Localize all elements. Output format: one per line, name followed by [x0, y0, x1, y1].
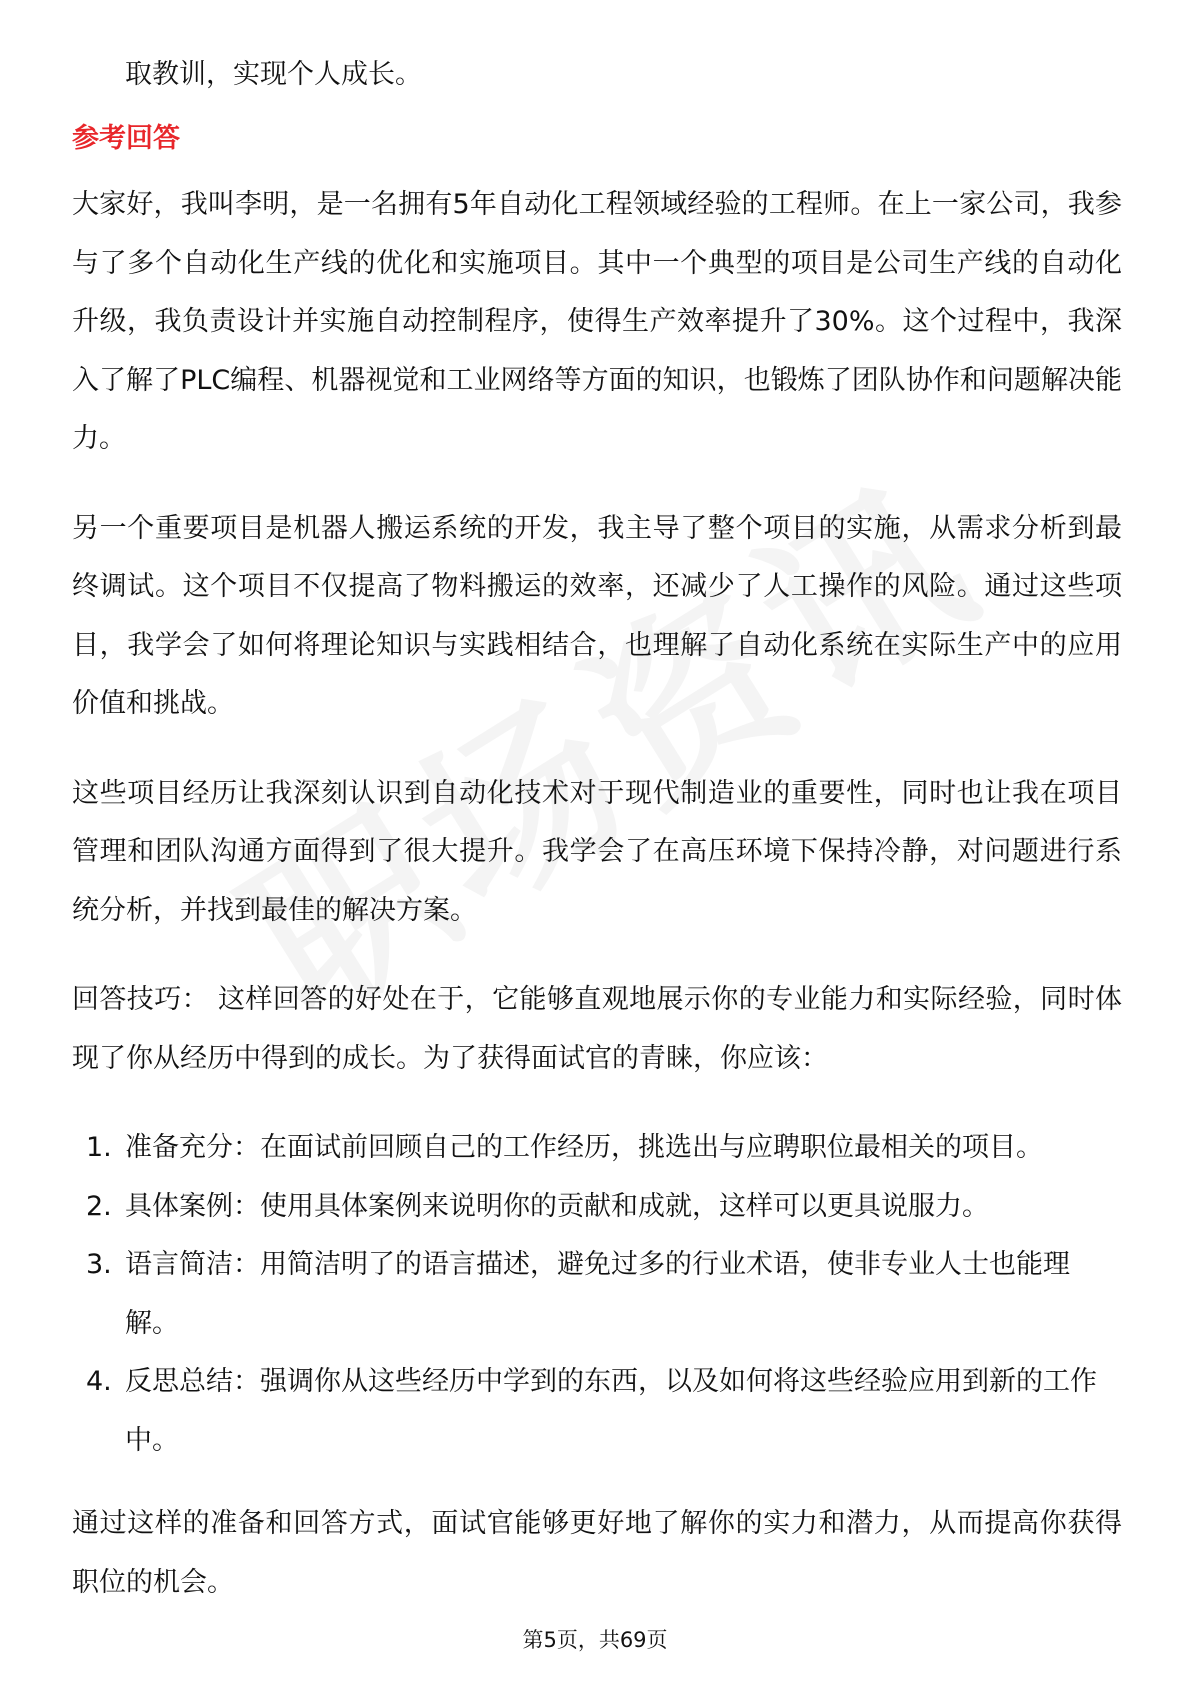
list-item-title: 具体案例：	[125, 1190, 260, 1222]
list-item-number: 2.	[86, 1190, 112, 1222]
list-item-number: 4.	[86, 1366, 112, 1397]
tips-list	[72, 1119, 1122, 1470]
continued-text: 取教训，实现个人成长。	[125, 59, 422, 90]
list-item-title: 反思总结：	[125, 1366, 260, 1397]
list-item-title: 准备充分：	[125, 1132, 260, 1163]
closing-paragraph: 通过这样的准备和回答方式，面试官能够更好地了解你的实力和潜力，从而提高你获得职位的机会。	[72, 1508, 1122, 1598]
list-item	[72, 1236, 1122, 1353]
list-item-text: 强调你从这些经历中学到的东西，以及如何将这些经验应用到新的工作中。	[125, 1366, 1097, 1456]
answer-paragraph-1: 大家好，我叫李明，是一名拥有5年自动化工程领域经验的工程师。在上一家公司，我参与了多个自动化生产线的优化和实施项目。其中一个典型的项目是公司生产线的自动化升级，我负责设计并实施自动控制程序，使得生产效率提升了30%。这个过程中，我深入了解了PLC编程、机器视觉和工业网络等方面的知识，也锻炼了团队协作和问题解决能力。	[72, 189, 1122, 454]
list-item	[72, 1178, 1122, 1237]
list-item-number: 1.	[86, 1132, 112, 1163]
list-item-text: 使用具体案例来说明你的贡献和成就，这样可以更具说服力。	[260, 1190, 989, 1222]
list-item-title: 语言简洁：	[125, 1249, 260, 1280]
list-item-text: 在面试前回顾自己的工作经历，挑选出与应聘职位最相关的项目。	[260, 1132, 1043, 1163]
tips-intro-paragraph: 回答技巧： 这样回答的好处在于，它能够直观地展示你的专业能力和实际经验，同时体现了你从经历中得到的成长。为了获得面试官的青睐，你应该：	[72, 984, 1122, 1074]
answer-paragraph-2: 另一个重要项目是机器人搬运系统的开发，我主导了整个项目的实施，从需求分析到最终调试。这个项目不仅提高了物料搬运的效率，还减少了人工操作的风险。通过这些项目，我学会了如何将理论知识与实践相结合，也理解了自动化系统在实际生产中的应用价值和挑战。	[72, 512, 1122, 719]
section-heading: 参考回答	[72, 123, 180, 154]
answer-paragraph-3: 这些项目经历让我深刻认识到自动化技术对于现代制造业的重要性，同时也让我在项目管理和团队沟通方面得到了很大提升。我学会了在高压环境下保持冷静，对问题进行系统分析，并找到最佳的解决方案。	[72, 777, 1122, 926]
page-content	[72, 46, 1122, 1643]
page-number-footer: 第5页，共69页	[522, 1628, 668, 1652]
list-item-number: 3.	[86, 1249, 112, 1280]
list-item	[72, 1119, 1122, 1178]
list-item	[72, 1353, 1122, 1470]
list-item-text: 用简洁明了的语言描述，避免过多的行业术语，使非专业人士也能理解。	[125, 1249, 1070, 1339]
